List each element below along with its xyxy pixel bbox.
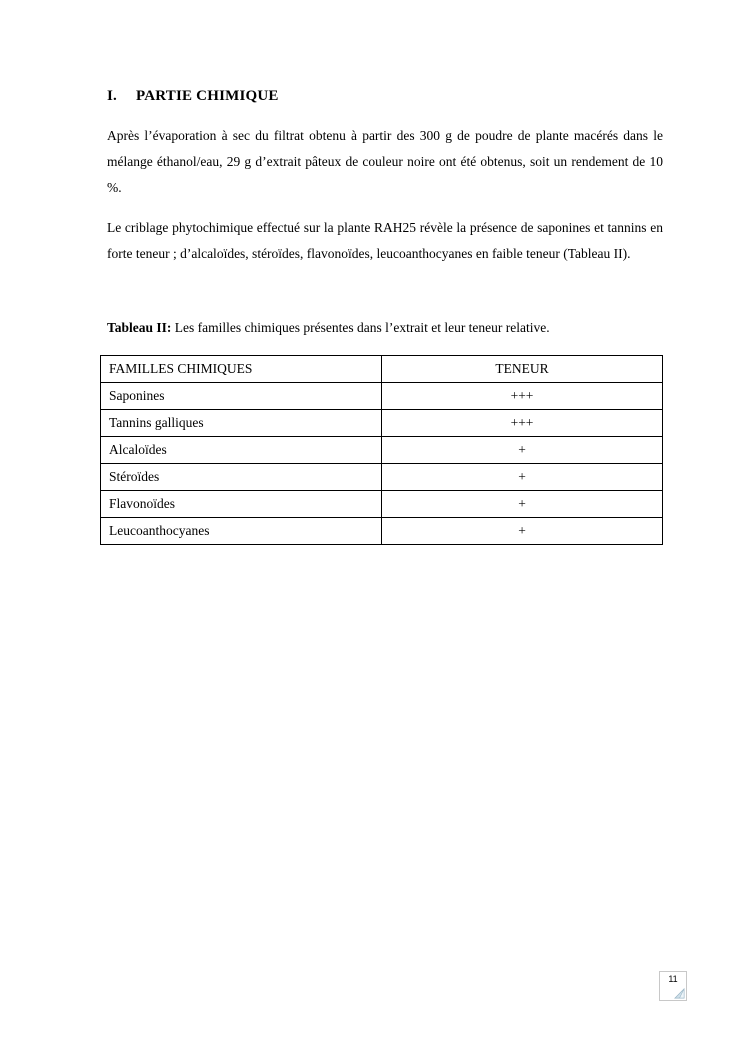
table-caption-label: Tableau II: xyxy=(107,320,172,335)
paragraph-2: Le criblage phytochimique effectué sur la plante RAH25 révèle la présence de saponines et tannins en forte teneur ; d’alcaloïdes, stéroïdes, flavonoïdes, leucoanthocyanes en faible teneur (Tableau II). xyxy=(107,220,663,261)
family-cell: Stéroïdes xyxy=(101,464,382,491)
table-row xyxy=(101,383,663,410)
table-row xyxy=(101,518,663,545)
family-cell: Tannins galliques xyxy=(101,410,382,437)
teneur-cell: + xyxy=(382,518,663,545)
table-row xyxy=(101,491,663,518)
family-cell: Leucoanthocyanes xyxy=(101,518,382,545)
chemical-families-table xyxy=(100,355,663,545)
page-curl-icon xyxy=(674,988,685,999)
family-cell: Flavonoïdes xyxy=(101,491,382,518)
column-header-familles: FAMILLES CHIMIQUES xyxy=(101,356,382,383)
teneur-cell: +++ xyxy=(382,410,663,437)
table-row xyxy=(101,464,663,491)
family-cell: Saponines xyxy=(101,383,382,410)
table-header-row xyxy=(101,356,663,383)
column-header-teneur: TENEUR xyxy=(382,356,663,383)
section-number: I. xyxy=(107,88,117,104)
teneur-cell: + xyxy=(382,437,663,464)
table-caption xyxy=(107,315,663,341)
section-heading xyxy=(107,88,663,105)
table-row xyxy=(101,437,663,464)
table-row xyxy=(101,410,663,437)
table-caption-text: Les familles chimiques présentes dans l’extrait et leur teneur relative. xyxy=(171,320,550,335)
family-cell: Alcaloïdes xyxy=(101,437,382,464)
paragraph-1: Après l’évaporation à sec du filtrat obtenu à partir des 300 g de poudre de plante macérés dans le mélange éthanol/eau, 29 g d’extrait pâteux de couleur noire ont été obtenus, soit un rendement de 10 %. xyxy=(107,128,663,195)
page-number: 11 xyxy=(668,974,678,984)
page-number-badge xyxy=(659,971,687,1001)
section-title: PARTIE CHIMIQUE xyxy=(136,88,279,104)
teneur-cell: + xyxy=(382,464,663,491)
teneur-cell: + xyxy=(382,491,663,518)
teneur-cell: +++ xyxy=(382,383,663,410)
